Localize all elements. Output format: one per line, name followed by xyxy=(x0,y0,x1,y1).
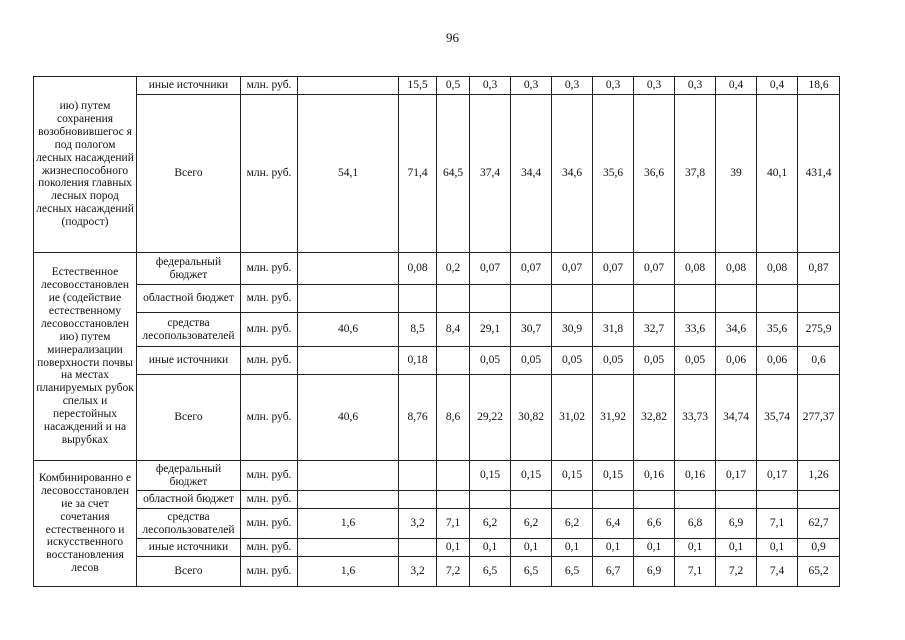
unit-cell: млн. руб. xyxy=(241,375,298,461)
value-cell xyxy=(298,539,399,557)
value-cell: 71,4 xyxy=(399,95,437,253)
table-row xyxy=(34,509,840,539)
value-cell: 0,07 xyxy=(511,253,552,285)
value-cell: 6,8 xyxy=(675,509,716,539)
table-row xyxy=(34,253,840,285)
value-cell: 0,05 xyxy=(593,347,634,375)
value-cell: 0,17 xyxy=(757,461,798,491)
value-cell xyxy=(298,461,399,491)
activity-description: Естественное лесовосстановлен ие (содействие естественному лесовосстановлен ию) путем минерализации поверхности почвы на местах планируемых рубок спелых и перестойных насаждений и на вырубках xyxy=(34,253,137,461)
table-row xyxy=(34,539,840,557)
value-cell: 0,1 xyxy=(470,539,511,557)
value-cell: 0,16 xyxy=(634,461,675,491)
value-cell xyxy=(298,347,399,375)
value-cell xyxy=(634,491,675,509)
value-cell: 7,4 xyxy=(757,557,798,587)
unit-cell: млн. руб. xyxy=(241,253,298,285)
value-cell: 6,2 xyxy=(511,509,552,539)
value-cell xyxy=(399,491,437,509)
value-cell: 64,5 xyxy=(437,95,470,253)
value-cell: 30,7 xyxy=(511,313,552,347)
value-cell: 31,02 xyxy=(552,375,593,461)
value-cell: 31,92 xyxy=(593,375,634,461)
value-cell: 7,1 xyxy=(437,509,470,539)
unit-cell: млн. руб. xyxy=(241,557,298,587)
value-cell: 0,3 xyxy=(634,77,675,95)
value-cell: 6,5 xyxy=(552,557,593,587)
value-cell: 0,15 xyxy=(470,461,511,491)
value-cell: 0,08 xyxy=(757,253,798,285)
value-cell: 0,2 xyxy=(437,253,470,285)
value-cell: 0,4 xyxy=(716,77,757,95)
value-cell: 37,8 xyxy=(675,95,716,253)
value-cell: 15,5 xyxy=(399,77,437,95)
value-cell: 8,76 xyxy=(399,375,437,461)
unit-cell: млн. руб. xyxy=(241,539,298,557)
value-cell: 0,3 xyxy=(470,77,511,95)
value-cell: 35,6 xyxy=(593,95,634,253)
value-cell: 40,6 xyxy=(298,313,399,347)
value-cell: 0,17 xyxy=(716,461,757,491)
table-row xyxy=(34,557,840,587)
value-cell: 0,15 xyxy=(552,461,593,491)
table-row xyxy=(34,313,840,347)
total-cell: 65,2 xyxy=(798,557,840,587)
value-cell xyxy=(399,285,437,313)
total-cell: 431,4 xyxy=(798,95,840,253)
value-cell: 6,7 xyxy=(593,557,634,587)
table-row xyxy=(34,491,840,509)
value-cell: 0,06 xyxy=(716,347,757,375)
value-cell: 0,07 xyxy=(634,253,675,285)
value-cell xyxy=(298,491,399,509)
table-row xyxy=(34,375,840,461)
funding-source: иные источники xyxy=(137,539,241,557)
value-cell xyxy=(298,77,399,95)
total-cell xyxy=(798,285,840,313)
funding-source: Всего xyxy=(137,375,241,461)
total-cell: 0,9 xyxy=(798,539,840,557)
unit-cell: млн. руб. xyxy=(241,313,298,347)
unit-cell: млн. руб. xyxy=(241,77,298,95)
table-row xyxy=(34,461,840,491)
value-cell xyxy=(552,491,593,509)
value-cell xyxy=(716,285,757,313)
value-cell: 0,07 xyxy=(552,253,593,285)
funding-source: иные источники xyxy=(137,77,241,95)
value-cell: 32,82 xyxy=(634,375,675,461)
value-cell: 0,05 xyxy=(675,347,716,375)
page-number: 96 xyxy=(446,30,459,45)
value-cell: 0,1 xyxy=(552,539,593,557)
value-cell xyxy=(298,285,399,313)
table-row xyxy=(34,285,840,313)
value-cell: 8,6 xyxy=(437,375,470,461)
value-cell xyxy=(511,285,552,313)
value-cell: 0,1 xyxy=(437,539,470,557)
value-cell: 31,8 xyxy=(593,313,634,347)
value-cell: 0,15 xyxy=(511,461,552,491)
value-cell: 0,15 xyxy=(593,461,634,491)
unit-cell: млн. руб. xyxy=(241,347,298,375)
total-cell: 0,6 xyxy=(798,347,840,375)
value-cell xyxy=(757,491,798,509)
value-cell: 29,22 xyxy=(470,375,511,461)
total-cell: 1,26 xyxy=(798,461,840,491)
value-cell: 37,4 xyxy=(470,95,511,253)
funding-source: федеральный бюджет xyxy=(137,253,241,285)
value-cell: 7,2 xyxy=(716,557,757,587)
value-cell: 0,05 xyxy=(470,347,511,375)
unit-cell: млн. руб. xyxy=(241,461,298,491)
value-cell: 6,2 xyxy=(552,509,593,539)
value-cell: 34,74 xyxy=(716,375,757,461)
table-row xyxy=(34,347,840,375)
unit-cell: млн. руб. xyxy=(241,491,298,509)
value-cell xyxy=(593,285,634,313)
value-cell xyxy=(757,285,798,313)
value-cell: 0,3 xyxy=(511,77,552,95)
funding-source: областной бюджет xyxy=(137,285,241,313)
value-cell: 0,06 xyxy=(757,347,798,375)
value-cell: 7,1 xyxy=(757,509,798,539)
value-cell: 39 xyxy=(716,95,757,253)
value-cell: 0,05 xyxy=(552,347,593,375)
value-cell: 6,9 xyxy=(634,557,675,587)
unit-cell: млн. руб. xyxy=(241,509,298,539)
unit-cell: млн. руб. xyxy=(241,95,298,253)
value-cell: 3,2 xyxy=(399,509,437,539)
funding-source: иные источники xyxy=(137,347,241,375)
value-cell: 3,2 xyxy=(399,557,437,587)
value-cell: 35,6 xyxy=(757,313,798,347)
value-cell: 0,08 xyxy=(399,253,437,285)
value-cell xyxy=(675,285,716,313)
activity-description: Комбинированно е лесовосстановлен ие за счет сочетания естественного и искусственного восстановления лесов xyxy=(34,461,137,587)
value-cell: 33,6 xyxy=(675,313,716,347)
value-cell: 0,1 xyxy=(757,539,798,557)
value-cell: 32,7 xyxy=(634,313,675,347)
value-cell: 0,07 xyxy=(470,253,511,285)
value-cell xyxy=(552,285,593,313)
value-cell: 0,07 xyxy=(593,253,634,285)
funding-source: Всего xyxy=(137,95,241,253)
funding-source: федеральный бюджет xyxy=(137,461,241,491)
value-cell: 6,5 xyxy=(470,557,511,587)
value-cell xyxy=(437,285,470,313)
value-cell: 54,1 xyxy=(298,95,399,253)
value-cell: 0,08 xyxy=(675,253,716,285)
value-cell: 7,1 xyxy=(675,557,716,587)
value-cell: 0,1 xyxy=(675,539,716,557)
value-cell: 6,6 xyxy=(634,509,675,539)
value-cell: 0,1 xyxy=(593,539,634,557)
value-cell: 0,05 xyxy=(511,347,552,375)
value-cell xyxy=(470,491,511,509)
value-cell xyxy=(298,253,399,285)
value-cell: 6,9 xyxy=(716,509,757,539)
financing-table xyxy=(33,76,840,587)
total-cell: 277,37 xyxy=(798,375,840,461)
funding-source: Всего xyxy=(137,557,241,587)
total-cell: 0,87 xyxy=(798,253,840,285)
value-cell: 34,6 xyxy=(716,313,757,347)
value-cell: 29,1 xyxy=(470,313,511,347)
value-cell xyxy=(399,461,437,491)
value-cell: 30,82 xyxy=(511,375,552,461)
total-cell: 62,7 xyxy=(798,509,840,539)
value-cell: 0,05 xyxy=(634,347,675,375)
total-cell: 18,6 xyxy=(798,77,840,95)
value-cell: 0,16 xyxy=(675,461,716,491)
value-cell: 40,1 xyxy=(757,95,798,253)
value-cell: 0,18 xyxy=(399,347,437,375)
value-cell xyxy=(399,539,437,557)
value-cell xyxy=(675,491,716,509)
value-cell: 33,73 xyxy=(675,375,716,461)
value-cell: 1,6 xyxy=(298,509,399,539)
value-cell: 0,1 xyxy=(634,539,675,557)
value-cell: 0,3 xyxy=(593,77,634,95)
value-cell xyxy=(437,347,470,375)
table-row xyxy=(34,77,840,95)
value-cell: 6,2 xyxy=(470,509,511,539)
value-cell xyxy=(593,491,634,509)
value-cell: 35,74 xyxy=(757,375,798,461)
value-cell xyxy=(511,491,552,509)
total-cell xyxy=(798,491,840,509)
value-cell: 0,08 xyxy=(716,253,757,285)
total-cell: 275,9 xyxy=(798,313,840,347)
value-cell: 34,4 xyxy=(511,95,552,253)
value-cell xyxy=(437,461,470,491)
value-cell: 0,3 xyxy=(675,77,716,95)
funding-source: средства лесопользователей xyxy=(137,313,241,347)
value-cell xyxy=(437,491,470,509)
value-cell: 7,2 xyxy=(437,557,470,587)
value-cell: 30,9 xyxy=(552,313,593,347)
value-cell: 36,6 xyxy=(634,95,675,253)
value-cell: 8,5 xyxy=(399,313,437,347)
value-cell: 1,6 xyxy=(298,557,399,587)
funding-source: средства лесопользователей xyxy=(137,509,241,539)
value-cell xyxy=(470,285,511,313)
unit-cell: млн. руб. xyxy=(241,285,298,313)
value-cell: 0,1 xyxy=(716,539,757,557)
value-cell: 8,4 xyxy=(437,313,470,347)
value-cell: 6,4 xyxy=(593,509,634,539)
value-cell: 0,3 xyxy=(552,77,593,95)
value-cell xyxy=(634,285,675,313)
funding-source: областной бюджет xyxy=(137,491,241,509)
value-cell xyxy=(716,491,757,509)
value-cell: 40,6 xyxy=(298,375,399,461)
value-cell: 34,6 xyxy=(552,95,593,253)
value-cell: 0,4 xyxy=(757,77,798,95)
activity-description: ию) путем сохранения возобновившегос я под пологом лесных насаждений жизнеспособного поколения главных лесных пород лесных насаждений (подрост) xyxy=(34,77,137,253)
table-row xyxy=(34,95,840,253)
value-cell: 0,1 xyxy=(511,539,552,557)
value-cell: 0,5 xyxy=(437,77,470,95)
value-cell: 6,5 xyxy=(511,557,552,587)
